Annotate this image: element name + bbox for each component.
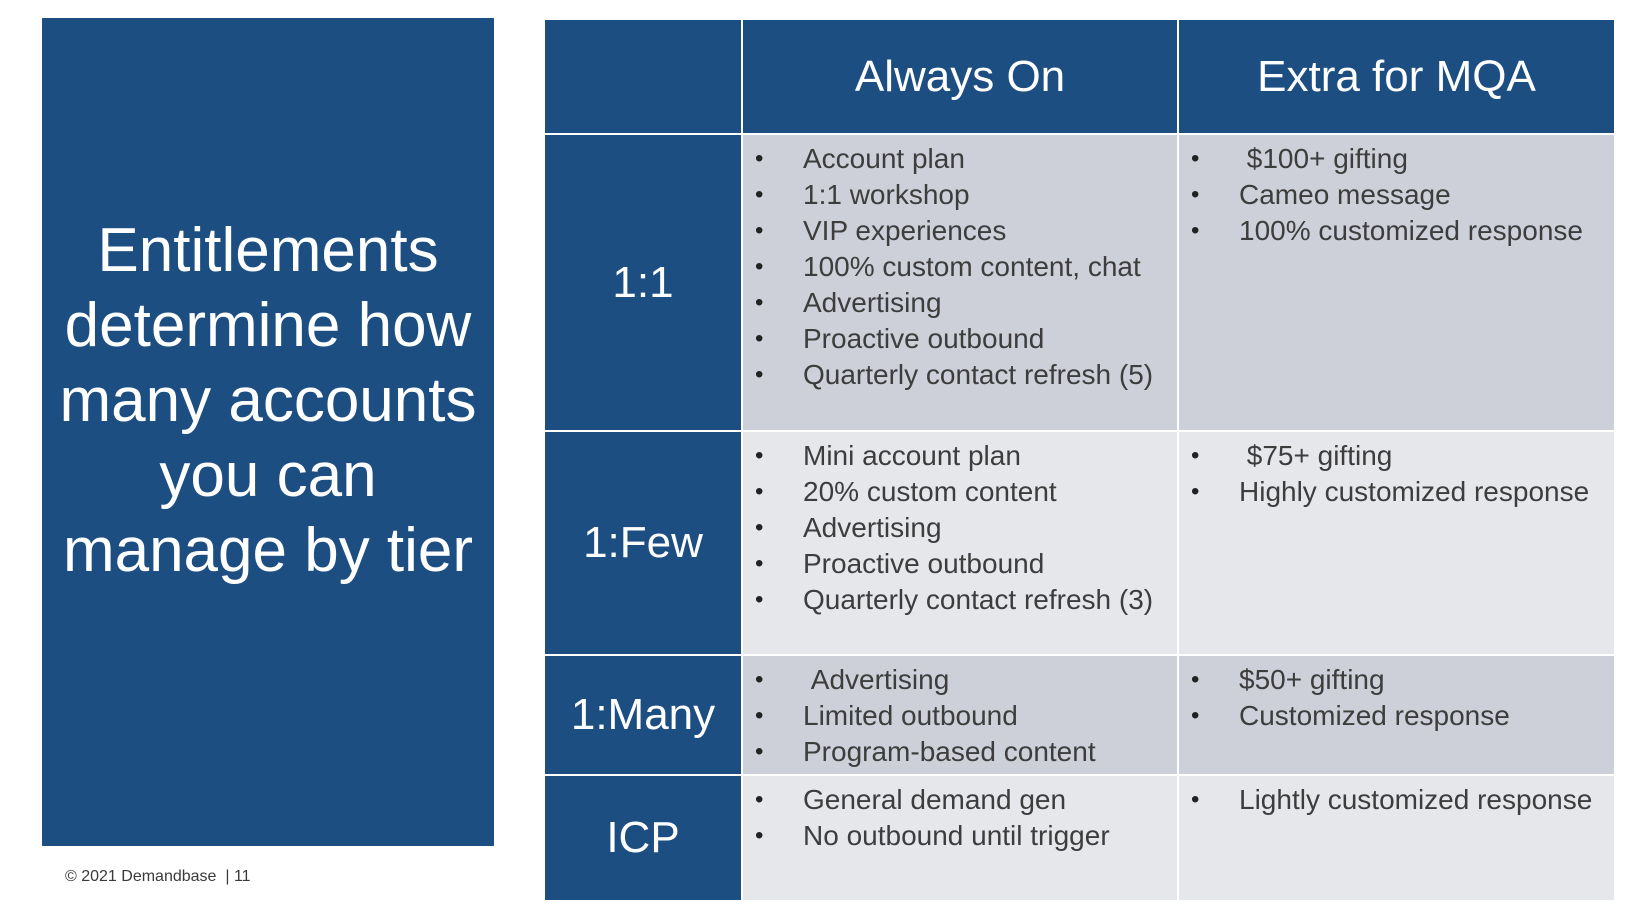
always-on-list xyxy=(743,662,1177,770)
list-item-text: Quarterly contact refresh (3) xyxy=(803,584,1154,615)
list-item xyxy=(743,662,1177,698)
list-item xyxy=(1179,438,1614,474)
bullet-icon: • xyxy=(755,325,764,352)
list-item-text: 1:1 workshop xyxy=(803,179,970,210)
list-item xyxy=(743,438,1177,474)
tier-label: 1:Many xyxy=(544,655,742,775)
bullet-icon: • xyxy=(755,253,764,280)
tier-label: ICP xyxy=(544,775,742,901)
header-always-on: Always On xyxy=(742,19,1178,134)
extra-list xyxy=(1179,438,1614,510)
tier-label: 1:Few xyxy=(544,431,742,655)
list-item-text: Advertising xyxy=(803,664,950,695)
always-on-list xyxy=(743,141,1177,393)
list-item xyxy=(743,141,1177,177)
extra-list xyxy=(1179,782,1614,818)
list-item xyxy=(743,177,1177,213)
bullet-icon: • xyxy=(755,550,764,577)
list-item xyxy=(743,782,1177,818)
bullet-icon: • xyxy=(755,289,764,316)
list-item-text: Cameo message xyxy=(1239,179,1451,210)
entitlements-table xyxy=(543,18,1616,902)
list-item-text: Mini account plan xyxy=(803,440,1021,471)
list-item xyxy=(743,818,1177,854)
list-item xyxy=(743,734,1177,770)
list-item-text: VIP experiences xyxy=(803,215,1007,246)
list-item xyxy=(743,357,1177,393)
list-item-text: No outbound until trigger xyxy=(803,820,1110,851)
bullet-icon: • xyxy=(755,738,764,765)
list-item-text: General demand gen xyxy=(803,784,1067,815)
bullet-icon: • xyxy=(1191,145,1200,172)
list-item-text: 100% custom content, chat xyxy=(803,251,1141,282)
list-item-text: Advertising xyxy=(803,512,942,543)
bullet-icon: • xyxy=(755,514,764,541)
bullet-icon: • xyxy=(755,181,764,208)
list-item xyxy=(743,213,1177,249)
list-item xyxy=(1179,177,1614,213)
always-on-list xyxy=(743,782,1177,854)
list-item-text: Advertising xyxy=(803,287,942,318)
list-item xyxy=(1179,782,1614,818)
title-panel xyxy=(42,18,494,846)
list-item-text: Proactive outbound xyxy=(803,548,1045,579)
bullet-icon: • xyxy=(755,361,764,388)
bullet-icon: • xyxy=(755,217,764,244)
bullet-icon: • xyxy=(755,666,764,693)
bullet-icon: • xyxy=(755,442,764,469)
bullet-icon: • xyxy=(1191,666,1200,693)
bullet-icon: • xyxy=(755,586,764,613)
table-row xyxy=(544,655,1615,775)
extra-cell xyxy=(1178,134,1615,431)
list-item-text: 20% custom content xyxy=(803,476,1057,507)
table-header-row xyxy=(544,19,1615,134)
list-item xyxy=(1179,213,1614,249)
header-extra-for-mqa: Extra for MQA xyxy=(1178,19,1615,134)
extra-cell xyxy=(1178,655,1615,775)
list-item xyxy=(1179,474,1614,510)
list-item xyxy=(1179,662,1614,698)
list-item xyxy=(743,474,1177,510)
slide-footer: © 2021 Demandbase | 11 xyxy=(65,868,251,885)
bullet-icon: • xyxy=(1191,478,1200,505)
list-item xyxy=(1179,698,1614,734)
list-item-text: Customized response xyxy=(1239,700,1510,731)
list-item xyxy=(743,698,1177,734)
list-item xyxy=(743,321,1177,357)
list-item xyxy=(743,546,1177,582)
extra-cell xyxy=(1178,775,1615,901)
list-item-text: $100+ gifting xyxy=(1239,143,1408,174)
bullet-icon: • xyxy=(755,702,764,729)
always-on-cell xyxy=(742,134,1178,431)
always-on-cell xyxy=(742,655,1178,775)
list-item xyxy=(743,510,1177,546)
slide-headline: Entitlements determine how many accounts you can manage by tier xyxy=(59,215,477,585)
bullet-icon: • xyxy=(1191,442,1200,469)
table-row xyxy=(544,134,1615,431)
always-on-cell xyxy=(742,431,1178,655)
list-item-text: Limited outbound xyxy=(803,700,1018,731)
always-on-list xyxy=(743,438,1177,618)
extra-list xyxy=(1179,141,1614,249)
bullet-icon: • xyxy=(755,786,764,813)
list-item-text: Quarterly contact refresh (5) xyxy=(803,359,1154,390)
list-item xyxy=(1179,141,1614,177)
list-item-text: Proactive outbound xyxy=(803,323,1045,354)
list-item xyxy=(743,582,1177,618)
always-on-cell xyxy=(742,775,1178,901)
list-item-text: Account plan xyxy=(803,143,965,174)
list-item-text: $50+ gifting xyxy=(1239,664,1385,695)
bullet-icon: • xyxy=(755,478,764,505)
list-item xyxy=(743,249,1177,285)
tier-label: 1:1 xyxy=(544,134,742,431)
table-row xyxy=(544,431,1615,655)
list-item-text: Program-based content xyxy=(803,736,1096,767)
bullet-icon: • xyxy=(1191,217,1200,244)
list-item-text: $75+ gifting xyxy=(1239,440,1393,471)
table-row xyxy=(544,775,1615,901)
bullet-icon: • xyxy=(755,145,764,172)
list-item-text: Lightly customized response xyxy=(1239,784,1593,815)
bullet-icon: • xyxy=(1191,181,1200,208)
bullet-icon: • xyxy=(1191,786,1200,813)
bullet-icon: • xyxy=(1191,702,1200,729)
extra-list xyxy=(1179,662,1614,734)
header-tier xyxy=(544,19,742,134)
extra-cell xyxy=(1178,431,1615,655)
list-item-text: Highly customized response xyxy=(1239,476,1590,507)
list-item-text: 100% customized response xyxy=(1239,215,1583,246)
list-item xyxy=(743,285,1177,321)
bullet-icon: • xyxy=(755,822,764,849)
